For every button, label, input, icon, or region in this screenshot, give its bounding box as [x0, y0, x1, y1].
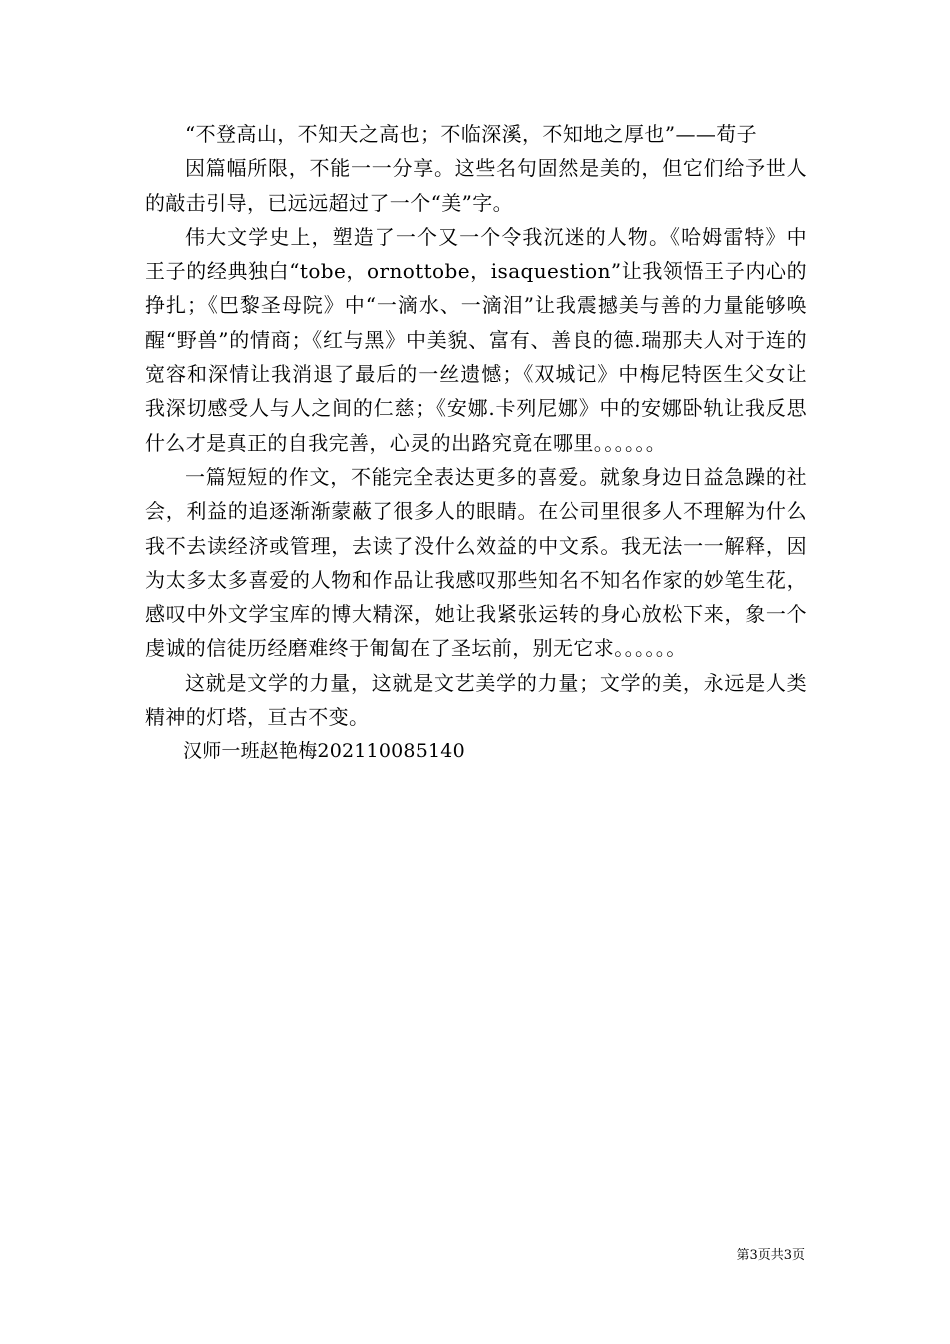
paragraph-conclusion: 这就是文学的力量，这就是文艺美学的力量；文学的美，永远是人类精神的灯塔，亘古不变。 — [145, 670, 807, 730]
author-signature: 汉师一班赵艳梅202110085140 — [183, 740, 465, 763]
paragraph-characters: 伟大文学史上，塑造了一个又一个令我沉迷的人物。《哈姆雷特》中王子的经典独白“tobe，ornottobe，isaquestion”让我领悟王子内心的挣扎；《巴黎圣母院》中“一滴水、一滴泪”让我震撼美与善的力量能够唤醒“野兽”的情商；《红与黑》中美貌、富有、善良的德.瑞那夫人对于连的宽容和深情让我消退了最后的一丝遗憾；《双城记》中梅尼特医生父女让我深切感受人与人之间的仁慈；《安娜.卡列尼娜》中的安娜卧轨让我反思什么才是真正的自我完善，心灵的出路究竟在哪里。。。。。。 — [145, 224, 807, 455]
paragraph-summary: 因篇幅所限，不能一一分享。这些名句固然是美的，但它们给予世人的敲击引导，已远远超过了一个“美”字。 — [145, 156, 807, 215]
document-body — [145, 117, 807, 769]
paragraph-quote: “不登高山，不知天之高也；不临深溪，不知地之厚也”——荀子 — [185, 122, 758, 146]
page-number: 第3页共3页 — [736, 1248, 805, 1263]
paragraph-reflection: 一篇短短的作文，不能完全表达更多的喜爱。就象身边日益急躁的社会，利益的追逐渐渐蒙蔽了很多人的眼睛。在公司里很多人不理解为什么我不去读经济或管理，去读了没什么效益的中文系。我无法一一解释，因为太多太多喜爱的人物和作品让我感叹那些知名不知名作家的妙笔生花，感叹中外文学宝库的博大精深，她让我紧张运转的身心放松下来，象一个虔诚的信徒历经磨难终于匍匐在了圣坛前，别无它求。。。。。。 — [145, 464, 807, 661]
